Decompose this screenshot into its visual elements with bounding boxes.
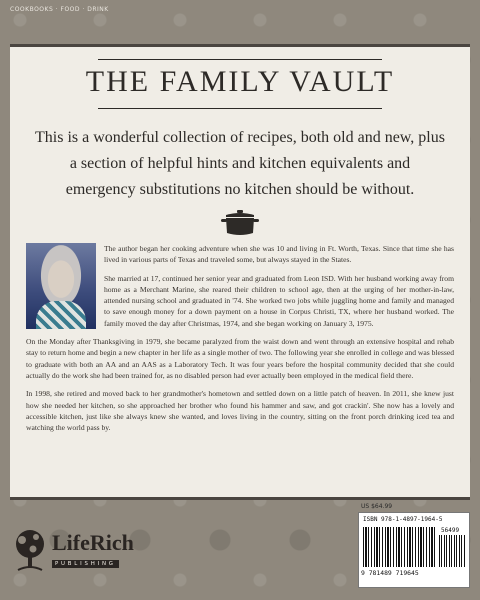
title-rule-top [98,59,382,60]
barcode-box [358,503,470,588]
bio-paragraph: On the Monday after Thanksgiving in 1979, she became paralyzed from the waist down and went through an extensive hospital and rehab stay to return home and begin a new chapter in her life as a single mother of two. The following year she enrolled in college and was blessed to graduate with both an AA and an AAS as a Laboratory Tech. It was four years before the hospital community decided that she could actually do the work she had been trained for, as no disabled person had ever actually been employed in the medical field there. [26,337,454,380]
author-photo [26,243,96,329]
back-cover-panel [10,44,470,500]
price-label: US $64.99 [361,503,393,510]
book-blurb: This is a wonderful collection of recipes, both old and new, plus a section of helpful hints and kitchen equivalents and emergency substitutions no kitchen should be without. [35,129,445,198]
category-label: COOKBOOKS · FOOD · DRINK [10,6,109,13]
book-title: THE FAMILY VAULT [85,65,395,98]
barcode [363,527,435,567]
bio-paragraph: In 1998, she retired and moved back to her grandmother's hometown and settled down on a little patch of heaven. In 2011, she knew just how she needed her kitchen, so she approached her brother who found his hammer and saw, and got crackin'. She now has a lovely and accessible kitchen, just like she always knew she wanted, and loves living in the country, sitting on the front porch drinking iced tea and watching the world pass by. [26,389,454,433]
supplement-barcode [439,535,465,567]
author-bio [26,243,454,440]
publisher-logo [12,528,172,578]
publisher-name: LifeRich [52,530,134,555]
publisher-sub: PUBLISHING [52,560,119,568]
bio-paragraph: She married at 17, continued her senior year and graduated from Leon ISD. With her husband working away from home as a Merchant Marine, she reared their children to school age, then at the urging of her mother-in-law, attended nursing school and graduated in '74. She worked two jobs while juggling home and family and managed to save enough money for a down payment on a house in Corpus Christi, TX, where her husband worked. The family moved the day after Christmas, 1974, and she began working on January 3, 1975. [104,273,454,328]
cooking-pot-icon [220,209,260,237]
supplement-number: 56499 [441,527,460,534]
tree-icon [12,528,48,574]
barcode-digits: 9 781489 719645 [361,569,419,577]
isbn-label: ISBN 978-1-4897-1964-5 [363,516,443,523]
bio-paragraph: The author began her cooking adventure when she was 10 and living in Ft. Worth, Texas. Since that time she has lived in various parts of Texas and traveled some, but always stayed in the States. [104,244,454,265]
title-rule-bottom [98,108,382,109]
